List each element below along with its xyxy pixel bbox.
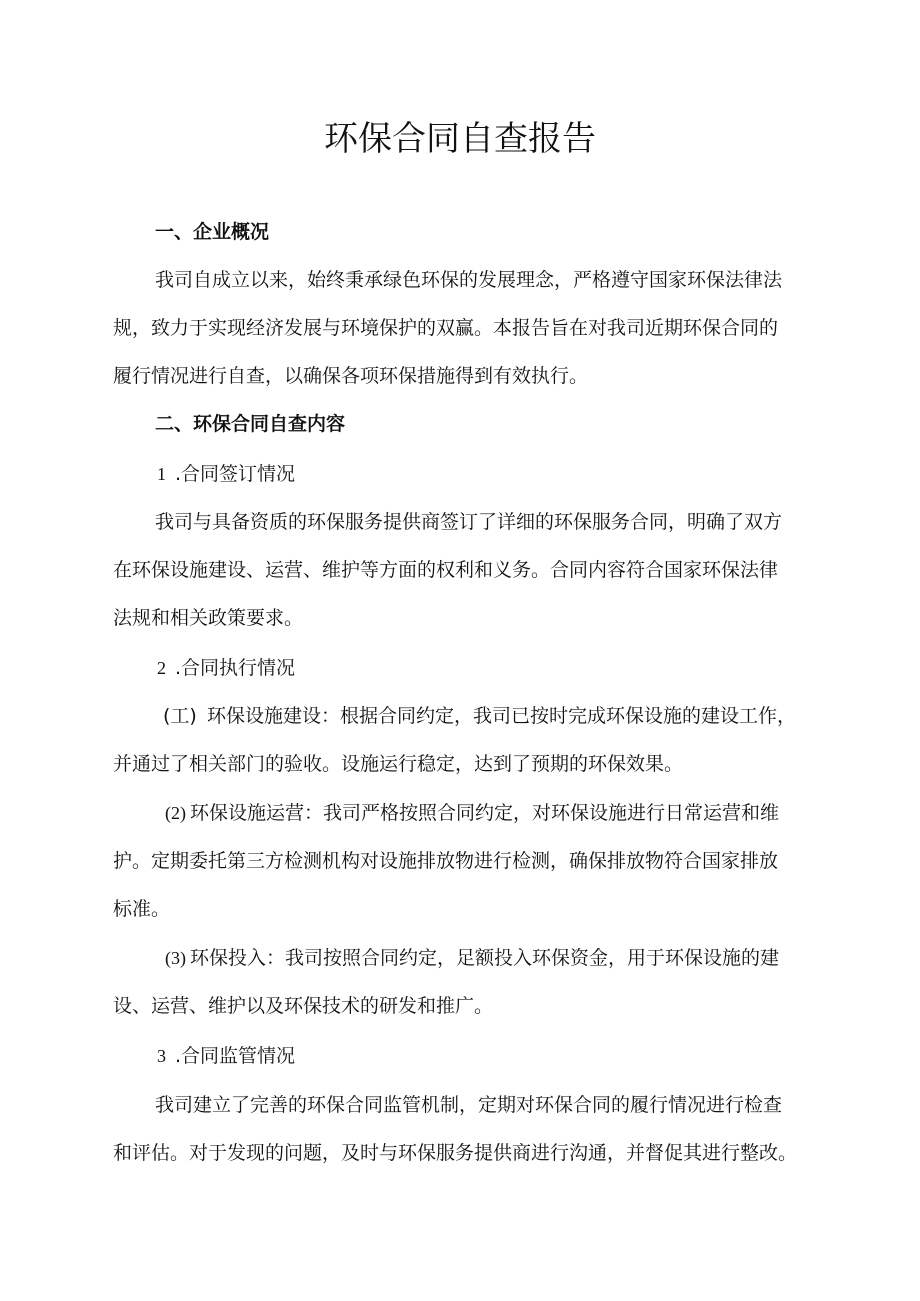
list-item-text: 标准。 xyxy=(113,898,171,920)
list-item-text: 环保投入：我司按照合同约定，足额投入环保资金，用于环保设施的建 xyxy=(190,947,780,969)
paragraph-line xyxy=(0,360,920,392)
paragraph-line-text: 履行情况进行自查，以确保各项环保措施得到有效执行。 xyxy=(113,365,589,387)
paragraph-line xyxy=(0,1089,920,1121)
list-item-text: 环保设施建设：根据合同约定，我司已按时完成环保设施的建设工作， xyxy=(207,705,797,727)
subsection-number: 1 xyxy=(157,464,166,484)
list-item-marker: (3) xyxy=(165,948,186,968)
paragraph-line-text: 我司自成立以来，始终秉承绿色环保的发展理念，严格遵守国家环保法律法 xyxy=(155,269,783,291)
list-item-line xyxy=(0,748,920,780)
subsection-label: .合同执行情况 xyxy=(175,657,296,679)
list-item-line xyxy=(0,700,920,732)
section-heading-text: 一、企业概况 xyxy=(155,221,270,243)
list-item-line xyxy=(0,942,920,974)
list-item-line xyxy=(0,797,920,829)
list-item-line xyxy=(0,990,920,1022)
subsection-number: 3 xyxy=(157,1046,166,1066)
list-item-line xyxy=(0,893,920,925)
paragraph-line xyxy=(0,554,920,586)
list-item-marker: (2) xyxy=(165,803,186,823)
list-item-text: 设、运营、维护以及环保技术的研发和推广。 xyxy=(113,995,494,1017)
paragraph-line-text: 法规和相关政策要求。 xyxy=(113,607,304,629)
list-item-text: 环保设施运营：我司严格按照合同约定，对环保设施进行日常运营和维 xyxy=(190,802,780,824)
list-item-marker: (工) xyxy=(163,705,197,727)
paragraph-line xyxy=(0,602,920,634)
section-heading xyxy=(0,408,920,440)
list-item-text: 护。定期委托第三方检测机构对设施排放物进行检测，确保排放物符合国家排放 xyxy=(113,850,779,872)
section-heading-text: 二、环保合同自查内容 xyxy=(155,413,346,435)
paragraph-line-text: 我司与具备资质的环保服务提供商签订了详细的环保服务合同，明确了双方 xyxy=(155,511,783,533)
section-heading xyxy=(0,216,920,248)
paragraph-line-text: 我司建立了完善的环保合同监管机制，定期对环保合同的履行情况进行检查 xyxy=(155,1094,783,1116)
paragraph-line-text: 和评估。对于发现的问题，及时与环保服务提供商进行沟通，并督促其进行整改。 xyxy=(113,1142,798,1164)
list-item-text: 并通过了相关部门的验收。设施运行稳定，达到了预期的环保效果。 xyxy=(113,753,684,775)
subsection-label: .合同监管情况 xyxy=(175,1045,296,1067)
paragraph-line-text: 在环保设施建设、运营、维护等方面的权利和义务。合同内容符合国家环保法律 xyxy=(113,559,779,581)
list-item-line xyxy=(0,845,920,877)
paragraph-line xyxy=(0,506,920,538)
subsection-label: .合同签订情况 xyxy=(175,463,296,485)
paragraph-line xyxy=(0,264,920,296)
subsection-heading xyxy=(0,458,920,490)
subsection-number: 2 xyxy=(157,658,166,678)
paragraph-line-text: 规，致力于实现经济发展与环境保护的双赢。本报告旨在对我司近期环保合同的 xyxy=(113,317,779,339)
subsection-heading xyxy=(0,652,920,684)
paragraph-line xyxy=(0,312,920,344)
paragraph-line xyxy=(0,1137,920,1169)
document-title: 环保合同自查报告 xyxy=(324,119,596,159)
subsection-heading xyxy=(0,1040,920,1072)
